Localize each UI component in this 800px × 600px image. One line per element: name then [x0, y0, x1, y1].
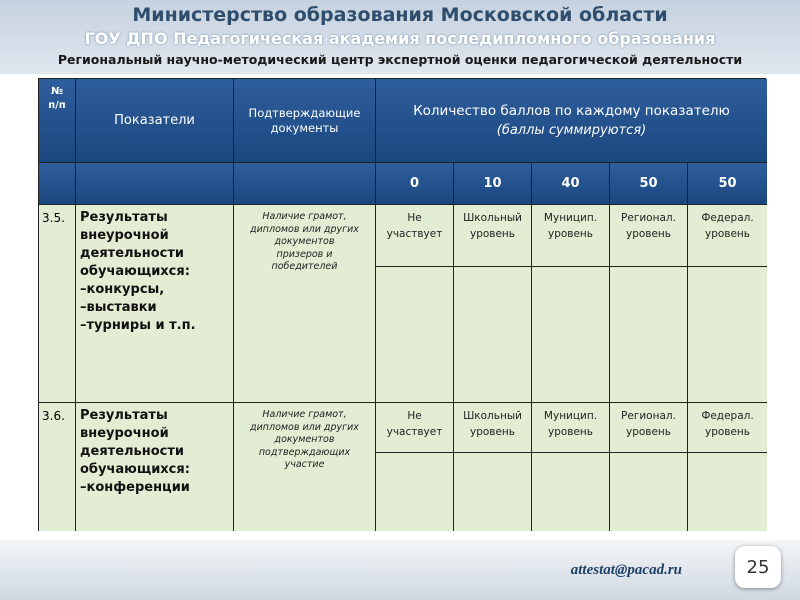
empty-cell — [610, 453, 688, 531]
contact-email[interactable]: attestat@pacad.ru — [570, 562, 682, 578]
empty-cell — [610, 267, 688, 403]
header-docs: Подтверждающие документы — [234, 79, 376, 163]
empty-cell — [376, 453, 454, 531]
header-num: № п/п — [39, 79, 76, 163]
empty-cell — [532, 267, 610, 403]
academy-title: ГОУ ДПО Педагогическая академия последипломного образования — [84, 29, 716, 48]
page-number: 25 — [735, 546, 781, 588]
empty-cell — [454, 267, 532, 403]
level-cell: Не участвует — [376, 403, 454, 453]
level-cell: Школьный уровень — [454, 403, 532, 453]
score-value: 40 — [532, 163, 610, 205]
header-points: Количество баллов по каждому показателю (баллы суммируются) — [376, 79, 767, 163]
row-number: 3.5. — [39, 205, 76, 403]
center-title: Региональный научно-методический центр экспертной оценки педагогической деятельности — [57, 52, 743, 67]
level-cell: Муницип. уровень — [532, 205, 610, 267]
score-value: 50 — [688, 163, 767, 205]
row-indicator: Результаты внеурочной деятельности обучающихся: –конференции — [76, 403, 234, 531]
level-cell: Не участвует — [376, 205, 454, 267]
score-row-blank-num — [39, 163, 76, 205]
score-value: 10 — [454, 163, 532, 205]
row-number: 3.6. — [39, 403, 76, 531]
level-cell: Регионал. уровень — [610, 205, 688, 267]
empty-cell — [376, 267, 454, 403]
level-cell: Регионал. уровень — [610, 403, 688, 453]
criteria-table — [38, 78, 766, 531]
level-cell: Муницип. уровень — [532, 403, 610, 453]
empty-cell — [532, 453, 610, 531]
ministry-title: Министерство образования Московской области — [132, 4, 668, 26]
level-cell: Федерал. уровень — [688, 205, 767, 267]
row-indicator: Результаты внеурочной деятельности обучающихся: –конкурсы, –выставки –турниры и т.п. — [76, 205, 234, 403]
score-value: 50 — [610, 163, 688, 205]
empty-cell — [688, 267, 767, 403]
header-indicators: Показатели — [76, 79, 234, 163]
empty-cell — [688, 453, 767, 531]
score-row-blank-indicator — [76, 163, 234, 205]
level-cell: Федерал. уровень — [688, 403, 767, 453]
level-cell: Школьный уровень — [454, 205, 532, 267]
score-row-blank-docs — [234, 163, 376, 205]
score-value: 0 — [376, 163, 454, 205]
row-documents: Наличие грамот, дипломов или других документов призеров и победителей — [234, 205, 376, 403]
empty-cell — [454, 453, 532, 531]
row-documents: Наличие грамот, дипломов или других документов подтверждающих участие — [234, 403, 376, 531]
